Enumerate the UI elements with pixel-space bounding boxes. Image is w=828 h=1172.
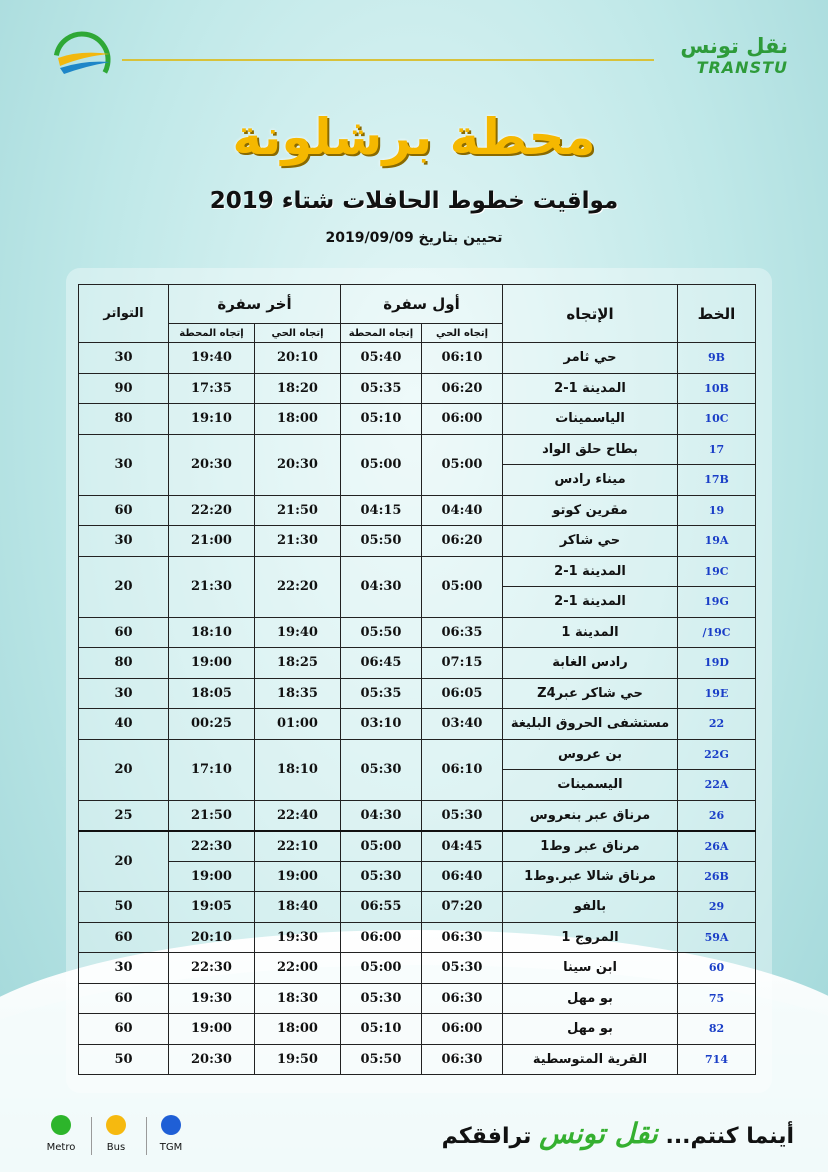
bus-dot-icon xyxy=(106,1115,126,1135)
direction-cell: بو مهل xyxy=(503,1014,678,1045)
time-cell: 06:35 xyxy=(422,617,503,648)
frequency-cell: 60 xyxy=(79,1014,169,1045)
time-cell: 22:20 xyxy=(169,495,255,526)
time-cell: 19:40 xyxy=(169,343,255,374)
time-cell: 18:35 xyxy=(255,678,341,709)
header-divider xyxy=(122,59,654,61)
time-cell: 20:30 xyxy=(169,434,255,495)
direction-cell: ميناء رادس xyxy=(503,465,678,496)
line-code: 26A xyxy=(678,831,756,862)
time-cell: 05:50 xyxy=(341,617,422,648)
frequency-cell: 20 xyxy=(79,739,169,800)
time-cell: 20:10 xyxy=(255,343,341,374)
line-code: 10B xyxy=(678,373,756,404)
table-row xyxy=(79,373,756,404)
time-cell: 19:40 xyxy=(255,617,341,648)
time-cell: 19:05 xyxy=(169,892,255,923)
frequency-cell: 30 xyxy=(79,526,169,557)
table-row xyxy=(79,404,756,435)
time-cell: 20:30 xyxy=(169,1044,255,1075)
time-cell: 05:40 xyxy=(341,343,422,374)
time-cell: 22:10 xyxy=(255,831,341,862)
line-code: 17B xyxy=(678,465,756,496)
time-cell: 22:40 xyxy=(255,800,341,831)
frequency-cell: 50 xyxy=(79,892,169,923)
header-frequency: التواتر xyxy=(79,285,169,343)
direction-cell: بن عروس xyxy=(503,739,678,770)
frequency-cell: 20 xyxy=(79,556,169,617)
timetable-body xyxy=(79,343,756,1075)
line-code: 19C xyxy=(678,556,756,587)
time-cell: 03:10 xyxy=(341,709,422,740)
time-cell: 05:00 xyxy=(422,434,503,495)
time-cell: 05:30 xyxy=(341,983,422,1014)
time-cell: 06:30 xyxy=(422,983,503,1014)
time-cell: 05:00 xyxy=(341,831,422,862)
time-cell: 05:35 xyxy=(341,373,422,404)
line-code: 22A xyxy=(678,770,756,801)
frequency-cell: 30 xyxy=(79,434,169,495)
table-row xyxy=(79,678,756,709)
header-first-trip: أول سفرة xyxy=(341,285,503,324)
time-cell: 21:30 xyxy=(169,556,255,617)
frequency-cell: 80 xyxy=(79,404,169,435)
time-cell: 04:40 xyxy=(422,495,503,526)
direction-cell: مرناق عبر وط1 xyxy=(503,831,678,862)
update-date: تحيين بتاريخ 2019/09/09 xyxy=(325,230,503,246)
time-cell: 04:30 xyxy=(341,556,422,617)
table-row xyxy=(79,434,756,465)
line-code: 17 xyxy=(678,434,756,465)
line-code: 714 xyxy=(678,1044,756,1075)
line-code: 19A xyxy=(678,526,756,557)
table-row xyxy=(79,495,756,526)
table-row xyxy=(79,953,756,984)
table-row xyxy=(79,648,756,679)
legend-label-metro: Metro xyxy=(46,1142,76,1153)
time-cell: 19:00 xyxy=(169,861,255,892)
header-direction: الإتجاه xyxy=(503,285,678,343)
time-cell: 06:30 xyxy=(422,1044,503,1075)
brand-arabic: نقل تونس xyxy=(680,34,788,58)
time-cell: 17:10 xyxy=(169,739,255,800)
direction-cell: حي شاكر عبرZ4 xyxy=(503,678,678,709)
time-cell: 19:00 xyxy=(255,861,341,892)
time-cell: 05:30 xyxy=(422,800,503,831)
time-cell: 06:10 xyxy=(422,739,503,800)
header-last-to-district: إتجاه الحي xyxy=(255,324,341,343)
time-cell: 01:00 xyxy=(255,709,341,740)
line-code: 26B xyxy=(678,861,756,892)
frequency-cell: 60 xyxy=(79,922,169,953)
time-cell: 19:50 xyxy=(255,1044,341,1075)
tgm-dot-icon xyxy=(161,1115,181,1135)
header-last-to-station: إتجاه المحطة xyxy=(169,324,255,343)
frequency-cell: 25 xyxy=(79,800,169,831)
time-cell: 18:10 xyxy=(169,617,255,648)
transtu-swoosh-logo-icon xyxy=(50,28,114,92)
header-first-to-district: إتجاه الحي xyxy=(422,324,503,343)
time-cell: 04:15 xyxy=(341,495,422,526)
table-row xyxy=(79,617,756,648)
table-row xyxy=(79,983,756,1014)
direction-cell: المدينة 1-2 xyxy=(503,373,678,404)
frequency-cell: 50 xyxy=(79,1044,169,1075)
direction-cell: المدينة 1 xyxy=(503,617,678,648)
time-cell: 00:25 xyxy=(169,709,255,740)
frequency-cell: 30 xyxy=(79,678,169,709)
time-cell: 21:00 xyxy=(169,526,255,557)
line-code: 19 xyxy=(678,495,756,526)
time-cell: 18:05 xyxy=(169,678,255,709)
line-code: 82 xyxy=(678,1014,756,1045)
time-cell: 19:00 xyxy=(169,1014,255,1045)
direction-cell: مرناق شالا عبر.وط1 xyxy=(503,861,678,892)
metro-dot-icon xyxy=(51,1115,71,1135)
table-row xyxy=(79,556,756,587)
table-row xyxy=(79,831,756,862)
time-cell: 20:30 xyxy=(255,434,341,495)
header-line: الخط xyxy=(678,285,756,343)
time-cell: 20:10 xyxy=(169,922,255,953)
time-cell: 21:30 xyxy=(255,526,341,557)
time-cell: 19:10 xyxy=(169,404,255,435)
line-code: 19D xyxy=(678,648,756,679)
frequency-cell: 40 xyxy=(79,709,169,740)
slogan-end: ترافقكم xyxy=(441,1124,532,1149)
direction-cell: رادس الغابة xyxy=(503,648,678,679)
frequency-cell: 20 xyxy=(79,831,169,892)
line-code: 19E xyxy=(678,678,756,709)
direction-cell: القرية المتوسطية xyxy=(503,1044,678,1075)
transtu-brand xyxy=(680,34,788,77)
table-row xyxy=(79,922,756,953)
table-row xyxy=(79,1014,756,1045)
time-cell: 05:30 xyxy=(341,861,422,892)
time-cell: 05:30 xyxy=(341,739,422,800)
time-cell: 06:00 xyxy=(422,404,503,435)
time-cell: 03:40 xyxy=(422,709,503,740)
table-row xyxy=(79,526,756,557)
time-cell: 21:50 xyxy=(255,495,341,526)
direction-cell: حي ثامر xyxy=(503,343,678,374)
line-code: 9B xyxy=(678,343,756,374)
table-row xyxy=(79,343,756,374)
time-cell: 21:50 xyxy=(169,800,255,831)
slogan-brand: نقل تونس xyxy=(539,1117,658,1150)
line-code: 10C xyxy=(678,404,756,435)
time-cell: 05:50 xyxy=(341,526,422,557)
slogan xyxy=(442,1117,794,1150)
line-code: 29 xyxy=(678,892,756,923)
time-cell: 22:00 xyxy=(255,953,341,984)
time-cell: 19:30 xyxy=(255,922,341,953)
time-cell: 22:30 xyxy=(169,831,255,862)
legend-label-tgm: TGM xyxy=(159,1142,183,1153)
time-cell: 05:00 xyxy=(341,953,422,984)
line-code: 60 xyxy=(678,953,756,984)
table-row xyxy=(79,1044,756,1075)
time-cell: 06:20 xyxy=(422,526,503,557)
header-last-trip: أخر سفرة xyxy=(169,285,341,324)
table-row xyxy=(79,861,756,892)
time-cell: 04:45 xyxy=(422,831,503,862)
frequency-cell: 60 xyxy=(79,495,169,526)
time-cell: 04:30 xyxy=(341,800,422,831)
legend-item-metro xyxy=(36,1115,86,1153)
time-cell: 05:30 xyxy=(422,953,503,984)
time-cell: 07:20 xyxy=(422,892,503,923)
time-cell: 05:50 xyxy=(341,1044,422,1075)
direction-cell: المدينة 1-2 xyxy=(503,556,678,587)
time-cell: 05:00 xyxy=(341,434,422,495)
frequency-cell: 60 xyxy=(79,983,169,1014)
time-cell: 22:30 xyxy=(169,953,255,984)
frequency-cell: 90 xyxy=(79,373,169,404)
table-row xyxy=(79,892,756,923)
direction-cell: بالفو xyxy=(503,892,678,923)
line-code: 26 xyxy=(678,800,756,831)
time-cell: 07:15 xyxy=(422,648,503,679)
time-cell: 18:10 xyxy=(255,739,341,800)
time-cell: 06:30 xyxy=(422,922,503,953)
time-cell: 05:00 xyxy=(422,556,503,617)
direction-cell: المروج 1 xyxy=(503,922,678,953)
direction-cell: مرناق عبر بنعروس xyxy=(503,800,678,831)
time-cell: 05:10 xyxy=(341,1014,422,1045)
frequency-cell: 80 xyxy=(79,648,169,679)
brand-latin: TRANSTU xyxy=(696,58,788,77)
frequency-cell: 60 xyxy=(79,617,169,648)
direction-cell: بو مهل xyxy=(503,983,678,1014)
time-cell: 18:40 xyxy=(255,892,341,923)
time-cell: 05:35 xyxy=(341,678,422,709)
frequency-cell: 30 xyxy=(79,343,169,374)
time-cell: 18:25 xyxy=(255,648,341,679)
time-cell: 22:20 xyxy=(255,556,341,617)
direction-cell: مقرين كوتو xyxy=(503,495,678,526)
time-cell: 06:40 xyxy=(422,861,503,892)
header-first-to-station: إتجاه المحطة xyxy=(341,324,422,343)
time-cell: 06:00 xyxy=(341,922,422,953)
line-code: 22G xyxy=(678,739,756,770)
line-code: 22 xyxy=(678,709,756,740)
station-title: محطة برشلونة xyxy=(232,108,596,166)
direction-cell: المدينة 1-2 xyxy=(503,587,678,618)
time-cell: 18:00 xyxy=(255,404,341,435)
time-cell: 18:30 xyxy=(255,983,341,1014)
line-code: 19G xyxy=(678,587,756,618)
time-cell: 06:10 xyxy=(422,343,503,374)
legend-item-tgm xyxy=(146,1115,196,1153)
schedule-subtitle: مواقيت خطوط الحافلات شتاء 2019 xyxy=(209,188,619,214)
line-code: 59A xyxy=(678,922,756,953)
time-cell: 19:00 xyxy=(169,648,255,679)
time-cell: 06:05 xyxy=(422,678,503,709)
time-cell: 06:20 xyxy=(422,373,503,404)
table-row xyxy=(79,800,756,831)
direction-cell: بطاح حلق الواد xyxy=(503,434,678,465)
timetable xyxy=(78,284,756,1075)
direction-cell: ابن سينا xyxy=(503,953,678,984)
time-cell: 19:30 xyxy=(169,983,255,1014)
time-cell: 17:35 xyxy=(169,373,255,404)
legend-item-bus xyxy=(91,1115,141,1153)
frequency-cell: 30 xyxy=(79,953,169,984)
time-cell: 06:00 xyxy=(422,1014,503,1045)
direction-cell: حي شاكر xyxy=(503,526,678,557)
time-cell: 18:00 xyxy=(255,1014,341,1045)
table-row xyxy=(79,739,756,770)
table-row xyxy=(79,709,756,740)
direction-cell: اليسمينات xyxy=(503,770,678,801)
line-code: 75 xyxy=(678,983,756,1014)
slogan-start: أينما كنتم... xyxy=(665,1124,794,1149)
direction-cell: مستشفى الحروق البليغة xyxy=(503,709,678,740)
time-cell: 18:20 xyxy=(255,373,341,404)
direction-cell: الياسمينات xyxy=(503,404,678,435)
line-code: 19C/ xyxy=(678,617,756,648)
time-cell: 05:10 xyxy=(341,404,422,435)
time-cell: 06:45 xyxy=(341,648,422,679)
time-cell: 06:55 xyxy=(341,892,422,923)
legend-label-bus: Bus xyxy=(106,1142,126,1153)
